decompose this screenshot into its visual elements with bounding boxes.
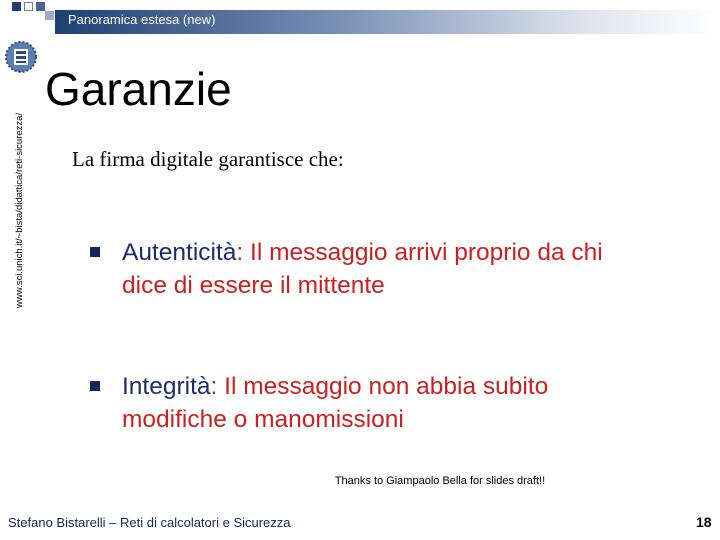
square-bullet-icon (90, 247, 100, 257)
bullet-term: Autenticità (122, 239, 237, 266)
bullet-text (122, 370, 642, 436)
university-logo-icon (4, 40, 38, 74)
footer-author: Stefano Bistarelli – Reti di calcolatori e Sicurezza (8, 515, 291, 530)
corner-square-mid (36, 2, 45, 11)
square-bullet-icon (90, 381, 100, 391)
header-title: Panoramica estesa (new) (68, 12, 216, 27)
sidebar-url: www.sci.unich.it/~bista/didattica/reti-sicurezza/ (14, 112, 25, 308)
bullet-text (122, 236, 642, 302)
corner-square-light (45, 11, 54, 20)
bullet-term: Integrità (122, 373, 211, 400)
bullet-description: : Il messaggio non abbia subito modifiche o manomissioni (122, 373, 549, 433)
slide-intro: La firma digitale garantisce che: (72, 147, 344, 171)
page-number: 18 (696, 514, 712, 530)
bullet-description: : Il messaggio arrivi proprio da chi dice di essere il mittente (122, 239, 603, 299)
corner-square-dark (12, 2, 21, 11)
slide-title: Garanzie (45, 63, 232, 115)
corner-square-outline (24, 2, 33, 11)
footer-note: Thanks to Giampaolo Bella for slides draft!! (334, 475, 546, 487)
